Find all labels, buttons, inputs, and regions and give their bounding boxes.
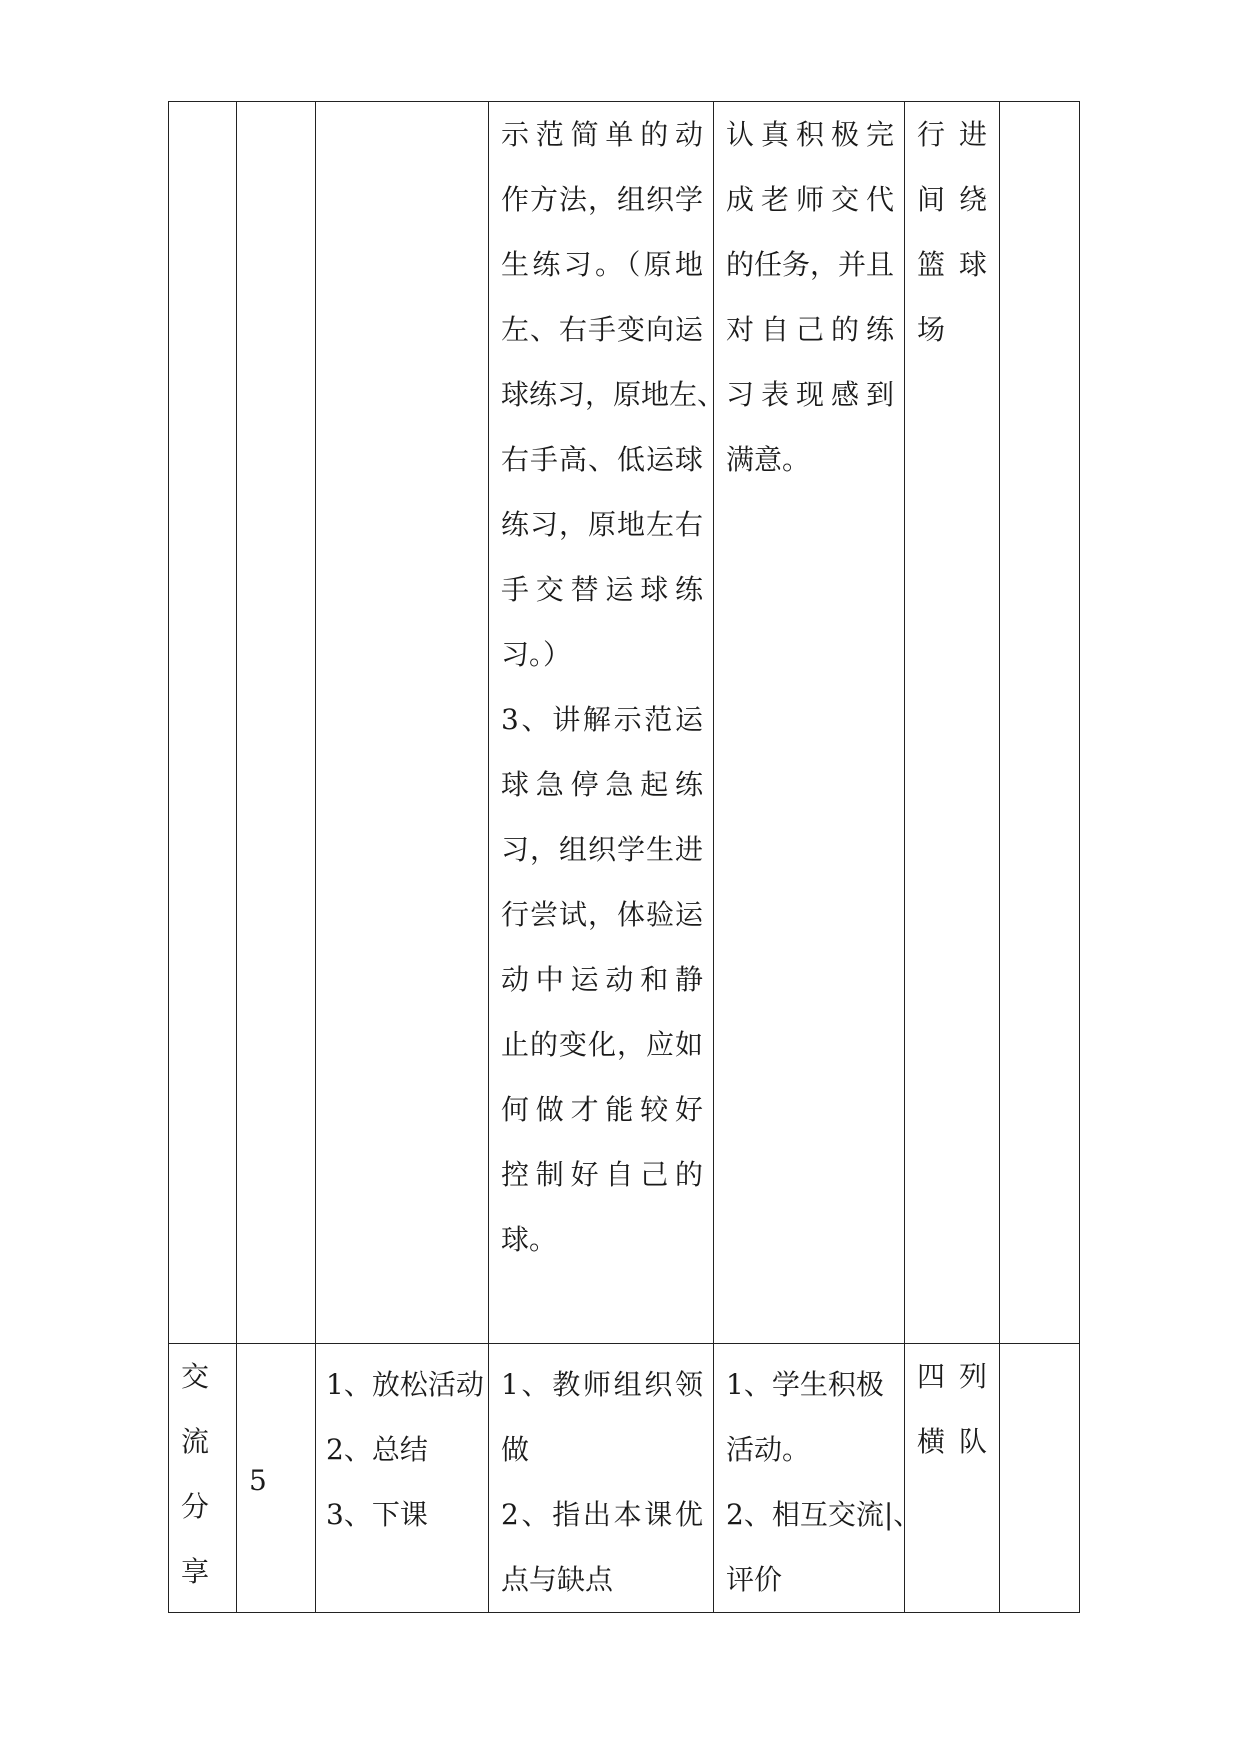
text-line: 点与缺点 xyxy=(501,1563,614,1596)
student-activity-cell xyxy=(714,1344,922,1613)
text-line: 四列 xyxy=(917,1360,987,1393)
text-line: 生练习。（原地 xyxy=(501,248,703,281)
text-line: 控制好自己的 xyxy=(501,1158,703,1191)
text-line: 行进 xyxy=(917,118,987,151)
text-line: 右手高、低运球 xyxy=(501,443,703,476)
text-line: 3、讲解示范运 xyxy=(501,703,703,736)
teacher-method-cell xyxy=(489,102,726,1344)
notes-cell xyxy=(1000,1344,1080,1613)
text-line: 动中运动和静 xyxy=(501,963,703,996)
text-line: 何做才能较好 xyxy=(501,1093,703,1126)
text-line: 球练习，原地左、 xyxy=(501,378,726,411)
text-line: 示范简单的动 xyxy=(501,118,703,151)
time-cell xyxy=(237,1344,316,1613)
text-line: 的任务，并且 xyxy=(726,248,895,281)
text-line: 行尝试，体验运 xyxy=(501,898,703,931)
text-line: 习。） xyxy=(501,638,572,671)
text-line: 满意。 xyxy=(726,443,811,476)
text-line: 1、放松活动 xyxy=(326,1368,484,1401)
text-line: 场 xyxy=(917,313,946,346)
text-line: 交 xyxy=(181,1360,210,1393)
text-line: 1、教师组织领 xyxy=(501,1368,703,1401)
content-cell xyxy=(316,102,489,1344)
text-line: 1、学生积极 xyxy=(726,1368,884,1401)
time-cell xyxy=(237,102,316,1344)
text-line: 习，组织学生进 xyxy=(501,833,703,866)
text-line: 间绕 xyxy=(917,183,987,216)
organization-cell xyxy=(905,102,1000,1344)
text-line: 球。 xyxy=(501,1223,558,1256)
text-line: 评价 xyxy=(726,1563,783,1596)
text-line: 作方法，组织学 xyxy=(501,183,703,216)
text-line: 手交替运球练 xyxy=(501,573,703,606)
organization-cell xyxy=(905,1344,1000,1613)
text-line: 认真积极完 xyxy=(726,118,894,151)
text-line: 成老师交代 xyxy=(726,183,894,216)
text-line: 球急停急起练 xyxy=(501,768,703,801)
teacher-method-cell xyxy=(489,1344,714,1613)
phase-cell xyxy=(169,1344,237,1613)
text-line: 对自己的练 xyxy=(726,313,894,346)
text-line: 篮球 xyxy=(917,248,987,281)
text-line: 止的变化，应如 xyxy=(501,1028,703,1061)
text-line: 分 xyxy=(181,1490,210,1523)
text-line: 2、相互交流|、 xyxy=(726,1498,922,1531)
text-line: 左、右手变向运 xyxy=(501,313,703,346)
text-line: 3、下课 xyxy=(326,1498,428,1531)
text-line: 活动。 xyxy=(726,1433,811,1466)
text-line: 习表现感到 xyxy=(726,378,894,411)
text-line: 做 xyxy=(501,1433,530,1466)
notes-cell xyxy=(1000,102,1080,1344)
lesson-plan-table xyxy=(168,101,1080,1613)
text-line: 2、总结 xyxy=(326,1433,428,1466)
text-line: 2、指出本课优 xyxy=(501,1498,703,1531)
table-row xyxy=(169,102,1080,1344)
text-line: 享 xyxy=(181,1555,210,1588)
content-cell xyxy=(316,1344,489,1613)
text-line: 练习，原地左右 xyxy=(501,508,703,541)
text-line: 横队 xyxy=(917,1425,987,1458)
time-value: 5 xyxy=(249,1463,267,1497)
table-row xyxy=(169,1344,1080,1613)
phase-cell xyxy=(169,102,237,1344)
student-activity-cell xyxy=(714,102,905,1344)
text-line: 流 xyxy=(181,1425,210,1458)
